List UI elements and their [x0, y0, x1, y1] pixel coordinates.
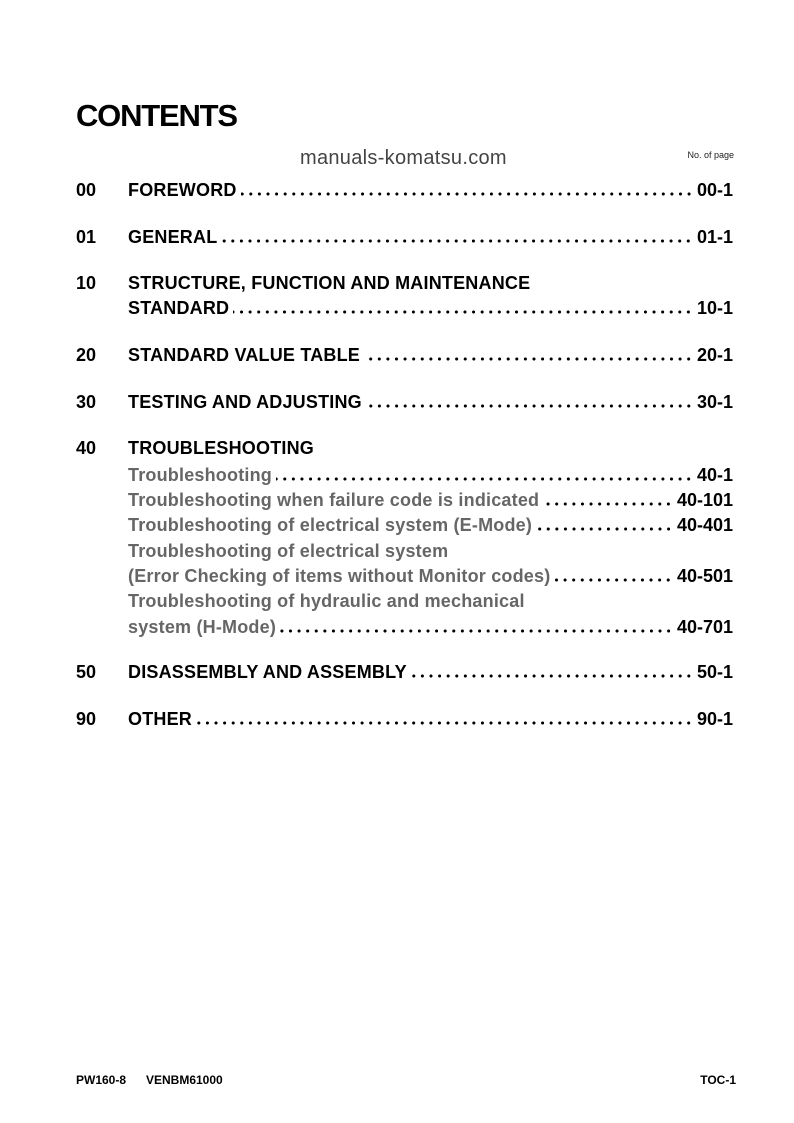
section-title: DISASSEMBLY AND ASSEMBLY	[128, 662, 407, 682]
subsection-title: Troubleshooting of electrical system (E-Mode)	[128, 515, 533, 535]
section-number: 01	[76, 227, 97, 247]
toc-subentry[interactable]	[76, 539, 733, 563]
page-number: 00-1	[696, 180, 733, 200]
page-number: 40-501	[676, 566, 733, 586]
toc-subentry-cont[interactable]	[76, 615, 733, 639]
column-header: No. of page	[687, 150, 734, 160]
footer-doc-code: VENBM61000	[146, 1073, 223, 1087]
subsection-title: (Error Checking of items without Monitor codes)	[128, 566, 551, 586]
toc-subentry[interactable]	[76, 488, 733, 512]
section-title: FOREWORD	[128, 180, 237, 200]
leader-dots	[196, 721, 693, 725]
page-number: 90-1	[696, 709, 733, 729]
toc-entry-troubleshooting[interactable]	[76, 436, 733, 460]
toc-entry-standard-value-table[interactable]	[76, 343, 733, 367]
leader-dots	[233, 310, 693, 314]
leader-dots	[241, 192, 693, 196]
leader-dots	[364, 357, 693, 361]
section-number: 10	[76, 273, 97, 293]
toc-subentry[interactable]	[76, 589, 733, 613]
section-title: STANDARD VALUE TABLE	[128, 345, 360, 365]
section-title: STANDARD	[128, 298, 230, 318]
leader-dots	[221, 239, 693, 243]
watermark: manuals-komatsu.com	[300, 147, 507, 169]
subsection-title: Troubleshooting of hydraulic and mechanical	[128, 591, 525, 611]
toc-entry-structure[interactable]	[76, 271, 733, 295]
leader-dots	[536, 527, 673, 531]
toc-entry-other[interactable]	[76, 707, 733, 731]
section-title: TROUBLESHOOTING	[128, 438, 314, 458]
section-number: 30	[76, 392, 97, 412]
page-title: CONTENTS	[76, 98, 237, 133]
leader-dots	[280, 629, 673, 633]
footer-page: TOC-1	[700, 1073, 736, 1087]
footer-model: PW160-8	[76, 1073, 127, 1087]
toc-entry-disassembly[interactable]	[76, 660, 733, 684]
toc-entry-foreword[interactable]	[76, 178, 733, 202]
page-number: 50-1	[696, 662, 733, 682]
subsection-title: Troubleshooting	[128, 465, 272, 485]
page-number: 10-1	[696, 298, 733, 318]
leader-dots	[366, 404, 693, 408]
subsection-title: system (H-Mode)	[128, 617, 277, 637]
leader-dots	[543, 502, 673, 506]
section-number: 50	[76, 662, 97, 682]
toc-subentry[interactable]	[76, 463, 733, 487]
section-number: 00	[76, 180, 97, 200]
subsection-title: Troubleshooting when failure code is indicated	[128, 490, 540, 510]
section-number: 90	[76, 709, 97, 729]
section-number: 40	[76, 438, 97, 458]
page-number: 40-101	[676, 490, 733, 510]
section-title: OTHER	[128, 709, 192, 729]
toc-entry-testing[interactable]	[76, 390, 733, 414]
section-number: 20	[76, 345, 97, 365]
page-number: 01-1	[696, 227, 733, 247]
page-number: 20-1	[696, 345, 733, 365]
toc-entry-structure-cont[interactable]	[76, 296, 733, 320]
toc-entry-general[interactable]	[76, 225, 733, 249]
leader-dots	[411, 674, 693, 678]
section-title: GENERAL	[128, 227, 218, 247]
page-number: 40-401	[676, 515, 733, 535]
leader-dots	[276, 477, 693, 481]
section-title: TESTING AND ADJUSTING	[128, 392, 362, 412]
section-title: STRUCTURE, FUNCTION AND MAINTENANCE	[128, 273, 531, 293]
page-number: 40-1	[696, 465, 733, 485]
page-number: 40-701	[676, 617, 733, 637]
subsection-title: Troubleshooting of electrical system	[128, 541, 449, 561]
toc-subentry[interactable]	[76, 513, 733, 537]
page-number: 30-1	[696, 392, 733, 412]
toc-subentry-cont[interactable]	[76, 564, 733, 588]
leader-dots	[554, 578, 673, 582]
